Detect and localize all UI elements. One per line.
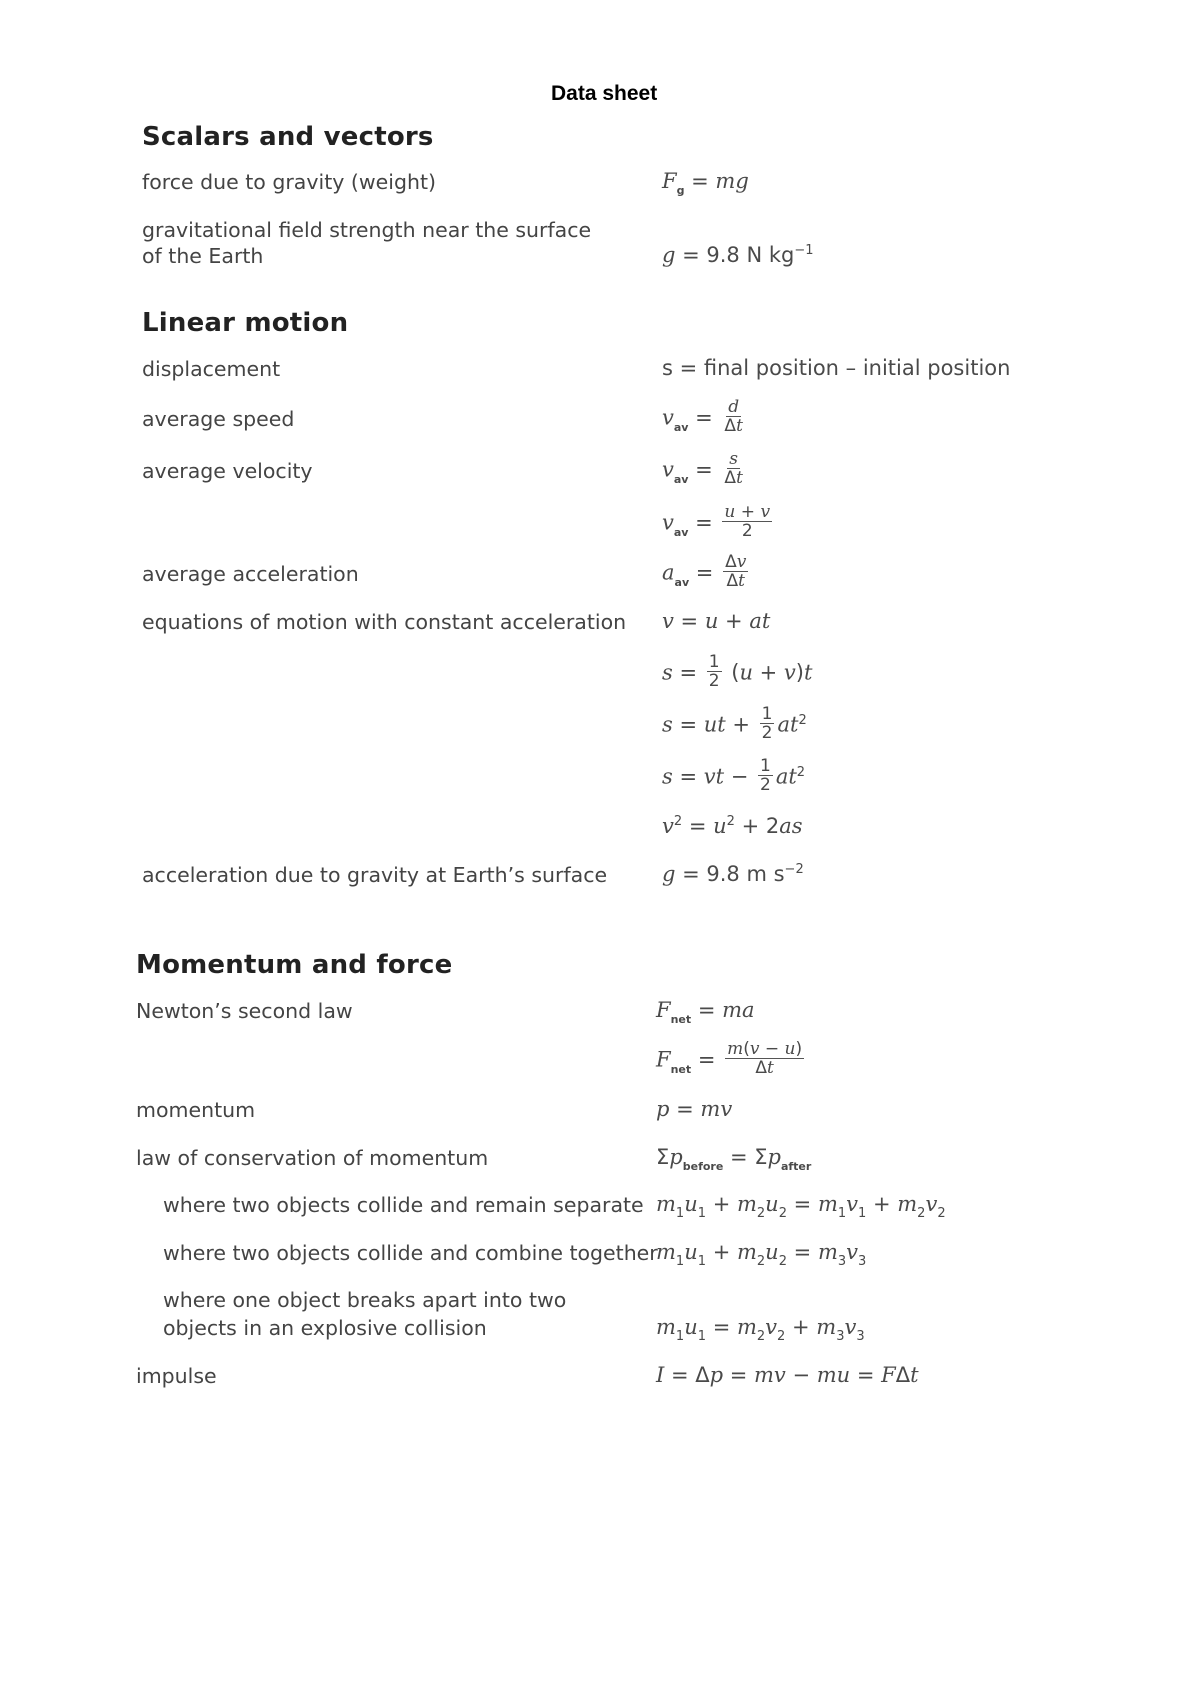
avg-speed-label: average speed	[142, 407, 295, 431]
motion-equations-label: equations of motion with constant acceleration	[142, 610, 627, 634]
avg-velocity-label: average velocity	[142, 459, 313, 483]
page-title: Data sheet	[551, 82, 658, 105]
equation-s-half-uv-t: s = $\frac{1}{2}$ (u + v)t	[662, 652, 813, 691]
section-heading-scalars: Scalars and vectors	[142, 122, 434, 152]
gravity-accel-label: acceleration due to gravity at Earth’s surface	[142, 863, 608, 887]
gravity-accel-formula: g = 9.8 m $s^{-2}$	[662, 862, 804, 886]
newton-second-law-formula: $F_{net}$ = ma	[656, 998, 755, 1026]
conservation-formula: $\Sigma p_{before} = \Sigma p_{after}$	[656, 1145, 812, 1173]
g-field-formula: g = 9.8 N $kg^{-1}$	[662, 243, 814, 267]
section-heading-momentum: Momentum and force	[136, 950, 453, 980]
section-heading-linear: Linear motion	[142, 308, 349, 338]
collide-combine-label: where two objects collide and combine together	[163, 1241, 658, 1265]
equation-v-u-at: v = u + at	[662, 609, 771, 633]
equation-v2-u2-2as: $v^2 = u^2 + 2as$	[662, 814, 803, 838]
g-field-label-line1: gravitational field strength near the surface	[142, 218, 592, 242]
avg-accel-formula: $a_{av}$ = $\frac{\Delta v}{\Delta t}$	[662, 552, 747, 591]
weight-label: force due to gravity (weight)	[142, 170, 436, 194]
impulse-label: impulse	[136, 1364, 217, 1388]
displacement-label: displacement	[142, 357, 281, 381]
conservation-label: law of conservation of momentum	[136, 1146, 489, 1170]
momentum-label: momentum	[136, 1098, 256, 1122]
explosive-formula: $m_1u_1 = m_2v_2 + m_3v_3$	[656, 1315, 865, 1344]
collide-combine-formula: $m_1u_1 + m_2u_2 = m_3v_3$	[656, 1240, 867, 1269]
newton-second-law-formula-2: $F_{net}$ = $\frac{m(v - u)}{\Delta t}$	[656, 1039, 803, 1078]
g-field-label-line2: of the Earth	[142, 244, 264, 268]
explosive-label-line2: objects in an explosive collision	[163, 1316, 487, 1340]
avg-velocity-formula: $v_{av}$ = $\frac{s}{\Delta t}$	[662, 449, 743, 488]
avg-velocity-formula-2: $v_{av}$ = $\frac{u + v}{2}$	[662, 502, 771, 541]
explosive-label-line1: where one object breaks apart into two	[163, 1288, 567, 1312]
newton-second-law-label: Newton’s second law	[136, 999, 353, 1023]
collide-separate-label: where two objects collide and remain separate	[163, 1193, 644, 1217]
collide-separate-formula: $m_1u_1 + m_2u_2 = m_1v_1 + m_2v_2$	[656, 1192, 946, 1221]
weight-formula: $F_g$ = mg	[662, 169, 749, 197]
equation-s-ut-half-at2: s = ut + $\frac{1}{2}$ $at^2$	[662, 704, 807, 743]
avg-speed-formula: $v_{av}$ = $\frac{d}{\Delta t}$	[662, 397, 743, 436]
momentum-formula: p = mv	[656, 1097, 733, 1121]
equation-s-vt-half-at2: s = vt − $\frac{1}{2}$ $at^2$	[662, 756, 806, 795]
avg-accel-label: average acceleration	[142, 562, 359, 586]
impulse-formula: I = Δp = mv − mu = FΔt	[656, 1363, 919, 1387]
displacement-formula: s = final position – initial position	[662, 356, 1011, 380]
